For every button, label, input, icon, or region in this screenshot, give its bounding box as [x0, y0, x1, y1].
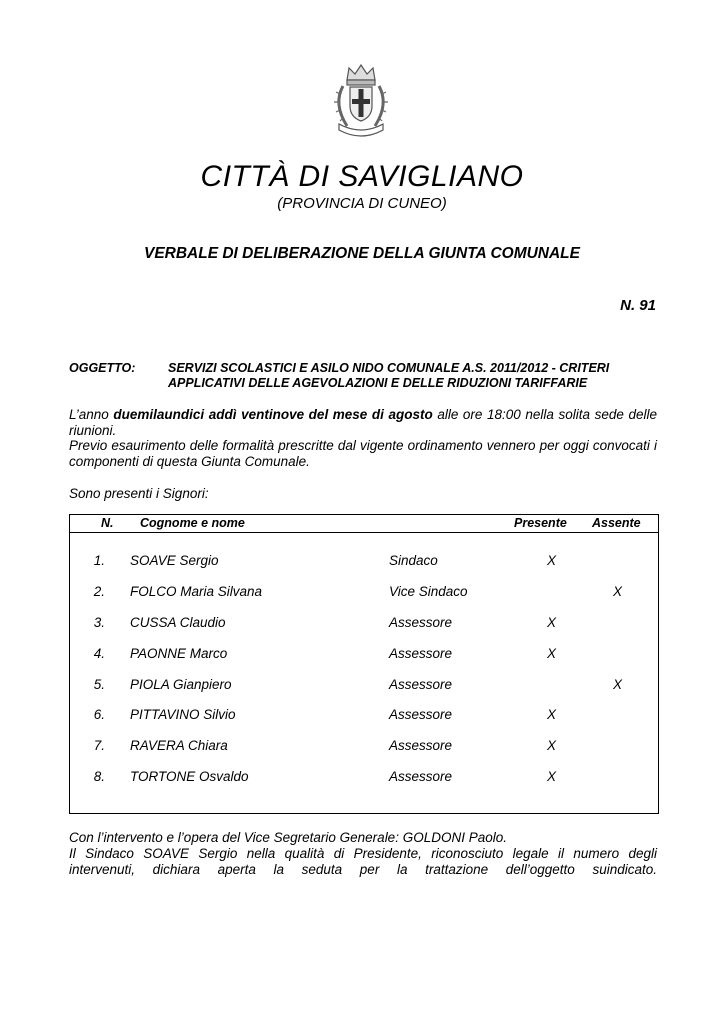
row-role: Assessore: [389, 615, 453, 630]
row-role: Assessore: [389, 707, 453, 722]
header-absent: Assente: [592, 516, 641, 530]
row-absent-mark: X: [613, 584, 623, 599]
row-present-mark: X: [547, 769, 557, 784]
row-name: PAONNE Marco: [130, 646, 228, 661]
table-row: [70, 707, 658, 727]
table-row: [70, 553, 658, 573]
row-present-mark: X: [547, 553, 557, 568]
table-row: [70, 769, 658, 789]
intro-text-end: alle ore 18:00 nella solita sede delle riunioni.: [69, 407, 657, 438]
row-name: CUSSA Claudio: [130, 615, 226, 630]
row-absent-mark: X: [613, 677, 623, 692]
document-type: VERBALE DI DELIBERAZIONE DELLA GIUNTA COMUNALE: [143, 245, 580, 262]
row-present-mark: X: [547, 646, 557, 661]
header-number: N.: [101, 516, 114, 530]
subject-line-2: APPLICATIVI DELLE AGEVOLAZIONI E DELLE RIDUZIONI TARIFFARIE: [168, 376, 588, 390]
header-present: Presente: [514, 516, 567, 530]
row-present-mark: X: [547, 615, 557, 630]
opening-paragraph: [69, 846, 657, 878]
deliberation-number: N. 91: [620, 297, 656, 314]
row-name: RAVERA Chiara: [130, 738, 228, 753]
present-label: Sono presenti i Signori:: [69, 486, 209, 501]
table-row: [70, 677, 658, 697]
row-number: 3.: [93, 615, 105, 630]
attendance-table: [69, 514, 659, 814]
row-role: Sindaco: [389, 553, 438, 568]
row-name: TORTONE Osvaldo: [130, 769, 249, 784]
opening-line-2: intervenuti, dichiara aperta la seduta per la trattazione dell’oggetto suindicato.: [69, 862, 657, 877]
row-number: 6.: [93, 707, 105, 722]
intro-text-start: L’anno: [69, 407, 114, 422]
row-role: Assessore: [389, 677, 453, 692]
row-name: SOAVE Sergio: [130, 553, 219, 568]
row-number: 5.: [93, 677, 105, 692]
intro-paragraph-convocation: Previo esaurimento delle formalità prescritte dal vigente ordinamento vennero per oggi convocati i componenti di questa Giunta Comunale.: [69, 438, 657, 469]
row-number: 8.: [93, 769, 105, 784]
row-present-mark: X: [547, 738, 557, 753]
table-row: [70, 646, 658, 666]
secretary-paragraph: Con l’intervento e l’opera del Vice Segretario Generale: GOLDONI Paolo.: [69, 830, 507, 845]
intro-paragraph-date: [69, 407, 657, 439]
opening-line-1: Il Sindaco SOAVE Sergio nella qualità di Presidente, riconosciuto legale il numero degli: [69, 846, 657, 861]
city-crest-icon: [325, 60, 397, 140]
row-number: 4.: [93, 646, 105, 661]
row-role: Vice Sindaco: [389, 584, 468, 599]
row-number: 7.: [93, 738, 105, 753]
row-number: 2.: [93, 584, 105, 599]
row-number: 1.: [93, 553, 105, 568]
subject-line-1: SERVIZI SCOLASTICI E ASILO NIDO COMUNALE A.S. 2011/2012 - CRITERI: [168, 361, 610, 375]
table-row: [70, 738, 658, 758]
attendance-table-header: [70, 515, 658, 533]
table-row: [70, 584, 658, 604]
row-role: Assessore: [389, 646, 453, 661]
subject-label: OGGETTO:: [69, 361, 136, 375]
province-name: (PROVINCIA DI CUNEO): [277, 195, 447, 212]
subject-text: [168, 361, 656, 391]
row-name: PITTAVINO Silvio: [130, 707, 236, 722]
row-name: FOLCO Maria Silvana: [130, 584, 263, 599]
row-present-mark: X: [547, 707, 557, 722]
city-name: CITTÀ DI SAVIGLIANO: [200, 160, 524, 193]
intro-date-bold: duemilaundici addì ventinove del mese di agosto: [113, 407, 433, 422]
header-name: Cognome e nome: [140, 516, 245, 530]
row-name: PIOLA Gianpiero: [130, 677, 232, 692]
row-role: Assessore: [389, 769, 453, 784]
table-row: [70, 615, 658, 635]
row-role: Assessore: [389, 738, 453, 753]
